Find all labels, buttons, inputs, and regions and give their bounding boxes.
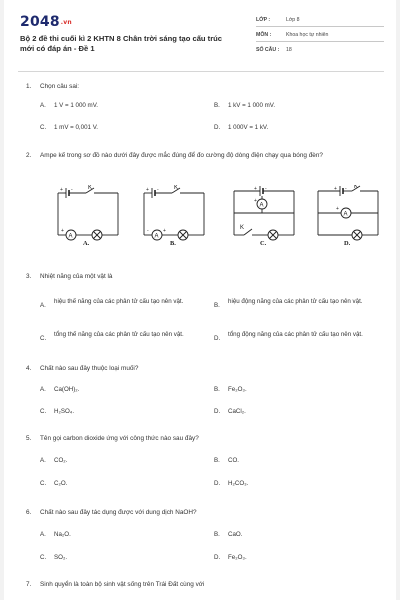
svg-text:A: A <box>154 233 159 240</box>
svg-text:+: + <box>61 228 64 234</box>
question-text: Tên gọi carbon dioxide ứng với công thức nào sau đây? <box>40 435 199 442</box>
question-text: Chất nào sau đây tác dụng được với dung dịch NaOH? <box>40 509 197 516</box>
svg-text:+: + <box>146 187 149 193</box>
option-text: hiệu động năng của các phân tử cấu tạo nên vật. <box>228 298 363 305</box>
svg-text:K: K <box>88 185 93 191</box>
question-number: 3. <box>26 273 32 280</box>
svg-text:+: + <box>254 186 257 192</box>
svg-text:+: + <box>334 186 337 192</box>
meta-divider <box>256 41 384 42</box>
svg-text:K: K <box>174 185 179 191</box>
question-number: 1. <box>26 83 32 90</box>
meta-class-key: LỚP : <box>256 17 271 23</box>
svg-text:+: + <box>60 187 63 193</box>
svg-text:A: A <box>68 233 73 240</box>
document-header <box>4 0 396 72</box>
svg-text:A: A <box>259 202 264 209</box>
option-letter: A. <box>40 531 46 538</box>
meta-divider <box>256 26 384 27</box>
option-text: Na₂O. <box>54 531 71 538</box>
option-text: SO₂. <box>54 554 68 561</box>
circuit-label-d: D. <box>344 240 351 247</box>
option-text: 1 000V = 1 kV. <box>228 124 269 131</box>
option-letter: B. <box>214 386 220 393</box>
option-letter: D. <box>214 124 221 131</box>
svg-text:-: - <box>345 186 347 192</box>
circuit-label-c: C. <box>260 240 267 247</box>
option-text: hiệu thế năng của các phân tử cấu tạo nên vật. <box>54 298 184 305</box>
option-text: C₂O. <box>54 480 68 487</box>
document-title: Bộ 2 đề thi cuối kì 2 KHTN 8 Chân trời sáng tạo cấu trúc mới có đáp án - Đề 1 <box>20 34 223 53</box>
site-logo[interactable] <box>20 14 72 30</box>
svg-text:-: - <box>147 228 149 234</box>
option-text: CaO. <box>228 531 243 538</box>
circuit-label-a: A. <box>83 240 90 247</box>
option-text: 1 V = 1 000 mV. <box>54 102 98 109</box>
meta-class-value: Lớp 8 <box>286 17 300 23</box>
option-text: Ca(OH)₂. <box>54 386 80 393</box>
option-letter: C. <box>40 480 47 487</box>
document-page <box>4 0 396 600</box>
svg-text:K: K <box>240 225 245 231</box>
option-text: CO₂. <box>54 457 68 464</box>
option-letter: A. <box>40 302 46 309</box>
option-text: 1 mV = 0,001 V. <box>54 124 98 131</box>
option-letter: D. <box>214 335 221 342</box>
svg-text:-: - <box>71 187 73 193</box>
question-text: Sinh quyển là toàn bộ sinh vật sống trên Trái Đất cùng với <box>40 581 205 588</box>
option-letter: C. <box>40 554 47 561</box>
option-letter: B. <box>214 531 220 538</box>
svg-text:-: - <box>265 186 267 192</box>
meta-count-key: SỐ CÂU : <box>256 47 280 53</box>
option-text: CO. <box>228 457 240 464</box>
option-letter: A. <box>40 457 46 464</box>
option-letter: A. <box>40 102 46 109</box>
question-text: Nhiệt năng của một vật là <box>40 273 113 280</box>
question-text: Chất nào sau đây thuộc loại muối? <box>40 365 139 372</box>
option-letter: D. <box>214 408 221 415</box>
svg-text:+: + <box>163 228 166 234</box>
svg-text:A: A <box>343 211 348 218</box>
option-letter: C. <box>40 335 47 342</box>
question-text: Chọn câu sai: <box>40 83 80 90</box>
meta-subject-value: Khoa học tự nhiên <box>286 32 329 38</box>
option-letter: B. <box>214 302 220 309</box>
option-text: tổng thế năng của các phân tử cấu tạo nên vật. <box>54 331 184 338</box>
question-number: 6. <box>26 509 32 516</box>
svg-text:+: + <box>254 198 257 204</box>
circuit-diagram-b <box>140 185 208 245</box>
option-letter: C. <box>40 124 47 131</box>
logo-suffix: .vn <box>60 19 72 26</box>
question-number: 4. <box>26 365 32 372</box>
logo-text: 2048 <box>20 14 60 30</box>
header-divider <box>18 71 384 72</box>
option-text: tổng động năng của các phân tử cấu tạo nên vật. <box>228 331 363 338</box>
option-text: Fe₂O₃. <box>228 554 247 561</box>
question-number: 5. <box>26 435 32 442</box>
option-text: CaCl₂. <box>228 408 246 415</box>
svg-text:-: - <box>157 187 159 193</box>
question-number: 7. <box>26 581 32 588</box>
circuit-label-b: B. <box>170 240 176 247</box>
option-text: Fe₂O₃. <box>228 386 247 393</box>
meta-count-value: 18 <box>286 47 292 53</box>
question-number: 2. <box>26 152 32 159</box>
option-letter: C. <box>40 408 47 415</box>
option-text: 1 kV = 1 000 mV. <box>228 102 276 109</box>
option-text: H₂SO₄. <box>54 408 75 415</box>
svg-text:+: + <box>336 206 339 212</box>
option-text: H₂CO₃. <box>228 480 249 487</box>
option-letter: B. <box>214 102 220 109</box>
question-text: Ampe kế trong sơ đồ nào dưới đây được mắc đúng để đo cường độ dòng điện chạy qua bóng đèn? <box>40 152 323 159</box>
meta-subject-key: MÔN : <box>256 32 272 38</box>
circuit-diagram-c <box>230 185 298 245</box>
circuit-diagram-d <box>314 185 382 245</box>
option-letter: D. <box>214 554 221 561</box>
svg-text:K: K <box>354 185 359 190</box>
option-letter: D. <box>214 480 221 487</box>
option-letter: B. <box>214 457 220 464</box>
circuit-diagram-a <box>54 185 122 245</box>
option-letter: A. <box>40 386 46 393</box>
